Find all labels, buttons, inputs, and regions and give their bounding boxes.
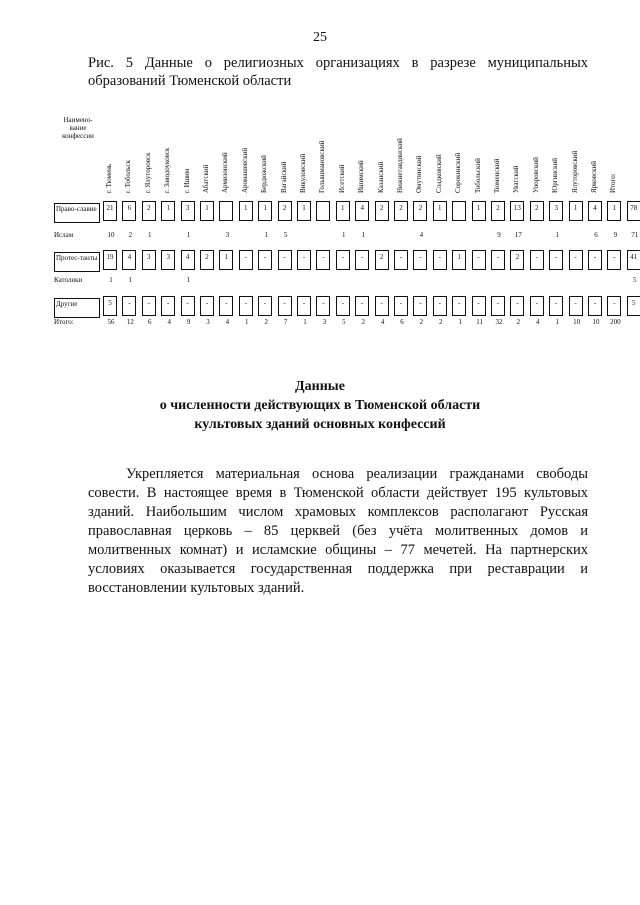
table-cell: 2	[516, 318, 521, 326]
table-cell: -	[316, 296, 330, 316]
table-cell: 3	[225, 231, 230, 239]
corner-header: Наимено-вание конфессии	[62, 116, 94, 140]
table-cell: 1	[342, 231, 346, 239]
table-cell: 1	[452, 250, 466, 270]
table-cell: 2	[200, 250, 214, 270]
table-cell: 5	[633, 276, 637, 284]
table-cell: 2	[530, 201, 544, 221]
table-cell: -	[413, 296, 427, 316]
table-cell: -	[413, 250, 427, 270]
heading-line-2: о численности действующих в Тюменской области	[159, 398, 481, 413]
table-cell: 2	[128, 231, 133, 239]
column-header: Казанский	[376, 161, 385, 193]
table-cell: 1	[128, 276, 133, 284]
table-cell: -	[181, 296, 195, 316]
column-header: Аромашевский	[240, 147, 249, 193]
table-cell: -	[549, 250, 563, 270]
table-cell: 1	[258, 201, 272, 221]
table-cell: -	[122, 296, 136, 316]
table-cell: -	[355, 250, 369, 270]
table-cell: 1	[607, 201, 621, 221]
table-cell: -	[588, 296, 602, 316]
column-header: Сладковский	[434, 154, 443, 193]
table-cell: -	[569, 250, 583, 270]
table-cell: 7	[283, 318, 288, 326]
heading-line-1: Данные	[295, 379, 345, 394]
table-cell: -	[200, 296, 214, 316]
row-label: Католики	[54, 276, 83, 284]
column-header: г. Ялуторовск	[143, 152, 152, 193]
table-cell: -	[375, 296, 389, 316]
table-cell: -	[491, 250, 505, 270]
table-cell: 2	[394, 201, 408, 221]
table-cell: 3	[549, 201, 563, 221]
column-header: Омутинский	[415, 155, 424, 193]
table-cell: -	[142, 296, 156, 316]
table-cell: 2	[375, 250, 389, 270]
table-cell: 11	[476, 318, 483, 326]
table-cell: 3	[181, 201, 195, 221]
column-header: Ярковский	[590, 161, 598, 193]
table-cell: 78	[627, 201, 640, 221]
table-cell: 4	[380, 318, 385, 326]
table-cell	[452, 201, 466, 221]
column-header: Ишимский	[357, 160, 366, 193]
table-cell: 5	[342, 318, 346, 326]
table-cell: 19	[103, 250, 117, 270]
page-number: 25	[313, 30, 327, 45]
table-cell: -	[219, 296, 233, 316]
table-cell: 10	[107, 231, 115, 239]
table-cell: 1	[555, 231, 559, 239]
table-cell: 2	[491, 201, 505, 221]
body-paragraph: Укрепляется материальная основа реализации гражданами свободы совести. В настоящее время в Тюменской области действует 195 культовых зданий. Наибольшим числом храмовых комплексов располагают Русская православная церковь – 85 церквей (без учёта молитвенных домов и молитвенных комнат) и исламские общины – 77 мечетей. На партнерских условиях оказывается государственная поддержка при реставрации и восстановлении культовых зданий.	[88, 466, 588, 596]
column-header: Нижнетавдинский	[396, 138, 404, 193]
table-cell: 21	[103, 201, 117, 221]
table-cell: -	[258, 296, 272, 316]
table-cell: -	[472, 296, 486, 316]
table-cell: 6	[400, 318, 404, 326]
table-cell: 1	[239, 201, 253, 221]
table-cell	[219, 201, 233, 221]
table-cell: -	[278, 250, 292, 270]
municipal-table	[50, 113, 639, 353]
column-header: Абатский	[202, 164, 210, 193]
column-header: Вагайский	[279, 161, 288, 193]
row-label: Протес-танты	[54, 252, 100, 272]
row-label: Другие	[54, 298, 100, 318]
table-cell: 4	[355, 201, 369, 221]
table-cell: -	[530, 250, 544, 270]
table-cell: 4	[419, 231, 424, 239]
row-label: Итого:	[54, 318, 74, 326]
column-header: Итого:	[609, 173, 618, 193]
table-cell: 1	[297, 201, 311, 221]
table-cell: 5	[627, 296, 640, 316]
table-cell: 1	[200, 201, 214, 221]
table-cell: 32	[495, 318, 503, 326]
table-cell: 13	[510, 201, 524, 221]
row-label: Право-славие	[54, 203, 100, 223]
table-cell: 4	[167, 318, 171, 326]
table-cell: -	[239, 296, 253, 316]
table-cell: -	[491, 296, 505, 316]
table-cell: 41	[627, 250, 640, 270]
table-cell: 2	[264, 318, 268, 326]
table-cell: -	[588, 250, 602, 270]
table-cell: -	[278, 296, 292, 316]
table-cell: 3	[206, 318, 210, 326]
table-cell: 2	[419, 318, 424, 326]
table-cell: 6	[122, 201, 136, 221]
table-cell: 9	[186, 318, 191, 326]
table-cell: 4	[181, 250, 195, 270]
table-cell: 1	[161, 201, 175, 221]
column-header: Армизонский	[221, 152, 230, 193]
table-cell: 1	[264, 231, 268, 239]
table-cell: 1	[361, 231, 365, 239]
table-cell: 1	[148, 231, 152, 239]
column-header: г. Ишим	[182, 168, 191, 193]
table-cell: 1	[186, 276, 191, 284]
table-cell: 1	[458, 318, 462, 326]
table-cell: -	[161, 296, 175, 316]
table-cell: -	[239, 250, 253, 270]
table-cell: 6	[148, 318, 152, 326]
table-cell: 2	[413, 201, 427, 221]
table-cell: 2	[361, 318, 365, 326]
column-header: Голышмановский	[318, 140, 327, 193]
table-cell: -	[510, 296, 524, 316]
table-cell: -	[336, 296, 350, 316]
table-cell: -	[472, 250, 486, 270]
table-cell: -	[297, 296, 311, 316]
table-cell: 9	[497, 231, 501, 239]
table-cell: 2	[375, 201, 389, 221]
table-cell: 4	[122, 250, 136, 270]
table-cell: 1	[433, 201, 447, 221]
table-cell: 9	[613, 231, 618, 239]
table-cell: 10	[573, 318, 581, 326]
column-header: Ялуторовский	[570, 150, 579, 193]
table-cell	[316, 201, 330, 221]
table-cell: 1	[245, 318, 249, 326]
table-cell: -	[569, 296, 583, 316]
table-cell: 6	[594, 231, 598, 239]
table-cell: 1	[555, 318, 559, 326]
section-heading	[0, 377, 640, 434]
table-cell: 71	[631, 231, 639, 239]
table-cell: 1	[569, 201, 583, 221]
table-cell: -	[607, 250, 621, 270]
column-header: Тобольский	[473, 158, 482, 193]
column-header: Упоровский	[531, 157, 540, 193]
table-cell: -	[316, 250, 330, 270]
table-cell: 3	[142, 250, 156, 270]
table-cell: -	[394, 296, 408, 316]
table-cell: 10	[592, 318, 600, 326]
table-cell: -	[433, 250, 447, 270]
table-cell: 1	[186, 231, 191, 239]
table-cell: -	[452, 296, 466, 316]
table-cell: 1	[336, 201, 350, 221]
column-header: Сорокинский	[454, 152, 463, 193]
table-cell: 2	[278, 201, 292, 221]
table-cell: -	[433, 296, 447, 316]
table-cell: -	[355, 296, 369, 316]
heading-line-3: культовых зданий основных конфессий	[194, 417, 446, 432]
column-header: Уватский	[512, 165, 521, 193]
table-cell: 5	[283, 231, 288, 239]
column-header: Бердюжский	[260, 155, 269, 193]
column-header: г. Заводоуковск	[163, 147, 172, 193]
table-cell: 2	[142, 201, 156, 221]
table-cell: 12	[126, 318, 134, 326]
figure-caption: Рис. 5 Данные о религиозных организациях в разрезе муниципальных образований Тюменской области	[88, 55, 588, 89]
table-cell: -	[336, 250, 350, 270]
table-cell: 200	[610, 318, 621, 326]
table-cell: -	[297, 250, 311, 270]
table-cell: 4	[588, 201, 602, 221]
table-cell: 56	[107, 318, 115, 326]
column-header: Исетский	[337, 164, 346, 193]
table-cell: 3	[322, 318, 327, 326]
table-cell: 4	[225, 318, 230, 326]
table-cell: 5	[103, 296, 117, 316]
row-label: Ислам	[54, 231, 74, 239]
table-cell: -	[530, 296, 544, 316]
table-cell: 1	[303, 318, 307, 326]
column-header: Викуловский	[299, 153, 307, 193]
table-cell: 1	[472, 201, 486, 221]
column-header: г. Тобольск	[124, 160, 133, 193]
column-header: г. Тюмень	[105, 163, 113, 193]
table-cell: 2	[439, 318, 443, 326]
table-cell: 1	[109, 276, 113, 284]
table-cell: 2	[510, 250, 524, 270]
table-cell: 1	[219, 250, 233, 270]
table-cell: 17	[514, 231, 522, 239]
table-cell: 4	[536, 318, 540, 326]
column-header: Тюменский	[493, 158, 501, 193]
column-header: Юргинский	[551, 157, 560, 193]
table-cell: 3	[161, 250, 175, 270]
table-cell: -	[549, 296, 563, 316]
table-cell: -	[607, 296, 621, 316]
table-cell: -	[258, 250, 272, 270]
table-cell: -	[394, 250, 408, 270]
